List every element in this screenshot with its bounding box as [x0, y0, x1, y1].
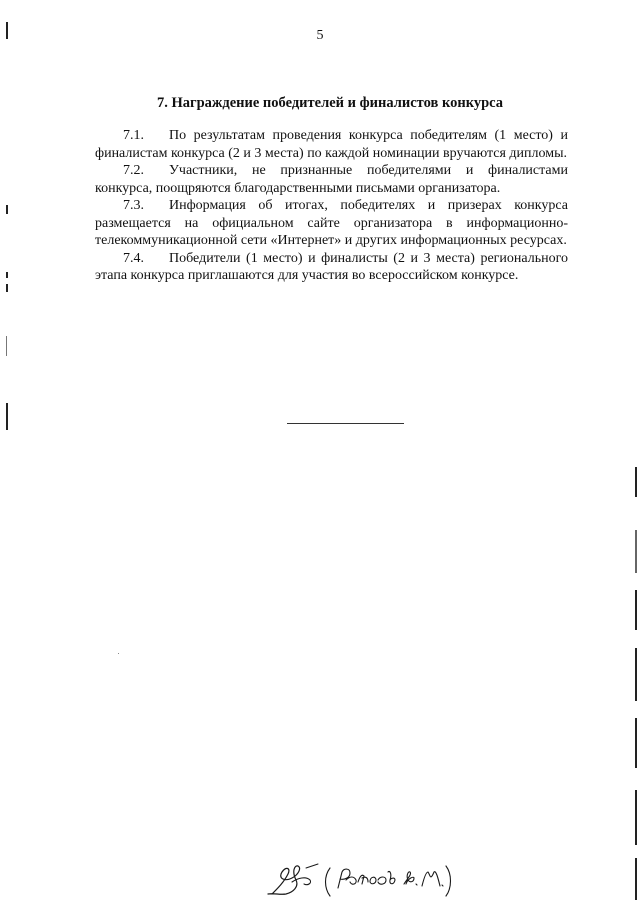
paragraph-text: По результатам проведения конкурса победителям (1 место) и финалистам конкурса (2 и 3 места) по каждой номинации вручаются дипломы.	[95, 128, 568, 161]
page-number: 5	[316, 28, 324, 43]
scan-edge-mark	[635, 530, 637, 573]
scan-edge-mark	[6, 272, 8, 278]
paragraph-number: 7.3.	[123, 198, 144, 213]
scan-edge-mark	[6, 336, 7, 356]
scan-edge-mark	[635, 718, 637, 768]
paragraph-7-4	[95, 250, 568, 285]
end-of-text-line	[287, 423, 404, 424]
paragraph-number: 7.1.	[123, 128, 144, 143]
scan-edge-mark	[635, 790, 637, 845]
paragraph-7-3	[95, 197, 568, 250]
section-body	[95, 127, 568, 285]
paragraph-number: 7.2.	[123, 163, 144, 178]
handwritten-signature	[258, 858, 458, 903]
paragraph-number: 7.4.	[123, 250, 144, 266]
paragraph-7-2	[95, 162, 568, 197]
scan-edge-mark	[635, 467, 637, 497]
paragraph-7-1	[95, 127, 568, 162]
scan-edge-mark	[6, 205, 8, 214]
scan-edge-mark	[635, 648, 637, 701]
paragraph-text: Участники, не признанные победителями и финалистами конкурса, поощряются благодарственными письмами организатора.	[95, 163, 568, 196]
section-title: 7. Награждение победителей и финалистов конкурса	[156, 95, 504, 111]
scan-edge-mark	[635, 858, 637, 900]
scan-dot	[118, 653, 119, 654]
scan-edge-mark	[6, 403, 8, 430]
paragraph-text: Информация об итогах, победителях и призерах конкурса размещается на официальном сайте организатора в информационно-телекоммуникационной сети «Интернет» и других информационных ресурсах.	[95, 198, 568, 248]
scan-edge-mark	[635, 590, 637, 630]
paragraph-text: Победители (1 место) и финалисты (2 и 3 места) регионального этапа конкурса приглашаются для участия во всероссийском конкурсе.	[95, 250, 568, 283]
scan-edge-mark	[6, 284, 8, 292]
